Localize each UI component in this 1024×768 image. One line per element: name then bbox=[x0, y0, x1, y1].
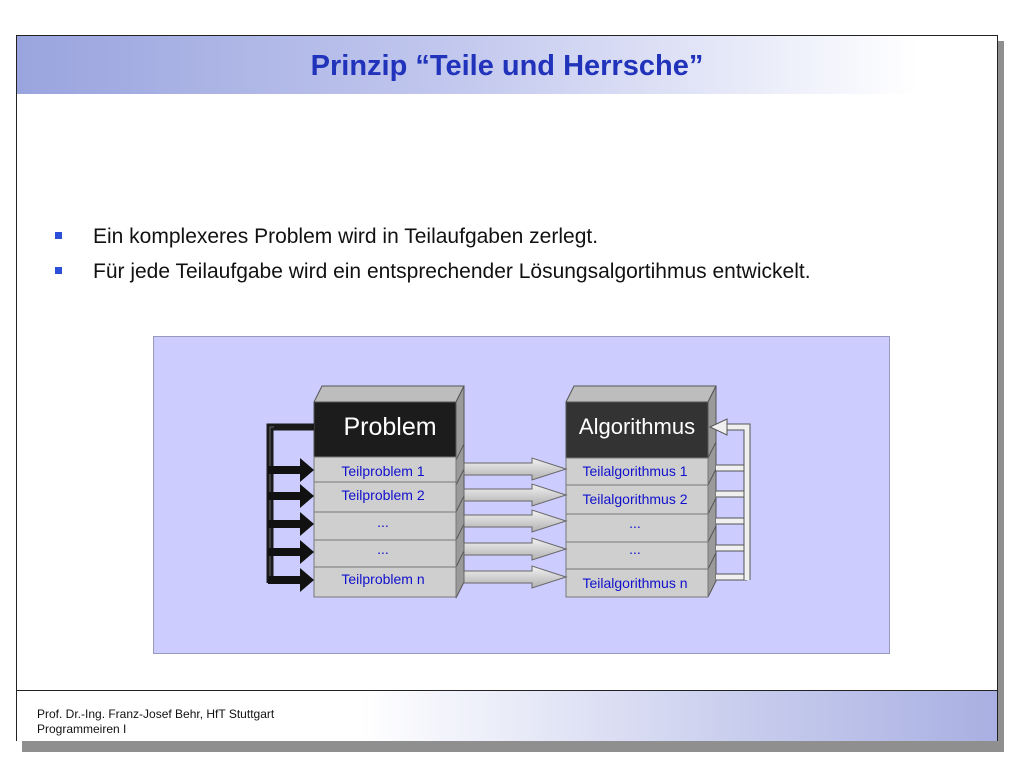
bullet-item bbox=[53, 257, 933, 286]
algorithm-row-label: Teilalgorithmus 2 bbox=[582, 491, 688, 507]
bullet-list bbox=[53, 222, 933, 292]
bullet-text: Für jede Teilaufgabe wird ein entsprechender Lösungsalgortihmus entwickelt. bbox=[93, 260, 811, 283]
connector-arrow bbox=[464, 510, 566, 532]
bracket-arrow bbox=[268, 568, 314, 592]
bracket-arrow bbox=[268, 458, 314, 482]
footer-course: Programmeiren I bbox=[37, 722, 127, 736]
algorithm-header-label: Algorithmus bbox=[578, 414, 696, 439]
algorithm-row-label: Teilalgorithmus n bbox=[582, 575, 688, 591]
row-connector-arrows bbox=[464, 458, 566, 588]
algorithm-top-face bbox=[566, 386, 716, 402]
algorithm-row-label: Teilalgorithmus 1 bbox=[582, 463, 688, 479]
problem-header-label: Problem bbox=[343, 413, 437, 441]
connector-arrow bbox=[464, 458, 566, 480]
algorithm-stack bbox=[566, 386, 716, 597]
bracket-line bbox=[270, 427, 314, 583]
algorithm-row-label: ... bbox=[629, 515, 641, 531]
problem-side-face bbox=[456, 386, 464, 598]
bullet-square-icon bbox=[55, 267, 62, 274]
problem-row-label: Teilproblem 2 bbox=[341, 487, 425, 503]
divide-and-conquer-diagram bbox=[154, 337, 889, 653]
problem-top-face bbox=[314, 386, 464, 402]
connector-arrow bbox=[464, 566, 566, 588]
footer-text bbox=[37, 707, 274, 737]
algorithm-row-label: ... bbox=[629, 541, 641, 557]
slide bbox=[16, 35, 998, 741]
bracket-arrow bbox=[268, 512, 314, 536]
decomposition-bracket bbox=[268, 427, 314, 592]
title-band bbox=[17, 36, 997, 94]
problem-row-label: Teilproblem 1 bbox=[341, 463, 425, 479]
problem-row-label: Teilproblem n bbox=[341, 571, 425, 587]
bullet-square-icon bbox=[55, 232, 62, 239]
diagram-panel bbox=[153, 336, 890, 654]
problem-row-label: ... bbox=[377, 514, 389, 530]
bullet-item bbox=[53, 222, 933, 251]
connector-arrow bbox=[464, 538, 566, 560]
slide-title: Prinzip “Teile und Herrsche” bbox=[310, 50, 704, 82]
footer bbox=[17, 690, 997, 741]
bullet-text: Ein komplexeres Problem wird in Teilaufgaben zerlegt. bbox=[93, 225, 599, 248]
bracket-arrow bbox=[268, 540, 314, 564]
problem-stack bbox=[314, 386, 464, 598]
connector-arrow bbox=[464, 484, 566, 506]
footer-author: Prof. Dr.-Ing. Franz-Josef Behr, HfT Stuttgart bbox=[37, 707, 275, 721]
algorithm-side-face bbox=[708, 386, 716, 597]
bracket-arrow bbox=[268, 484, 314, 508]
problem-row-label: ... bbox=[377, 541, 389, 557]
